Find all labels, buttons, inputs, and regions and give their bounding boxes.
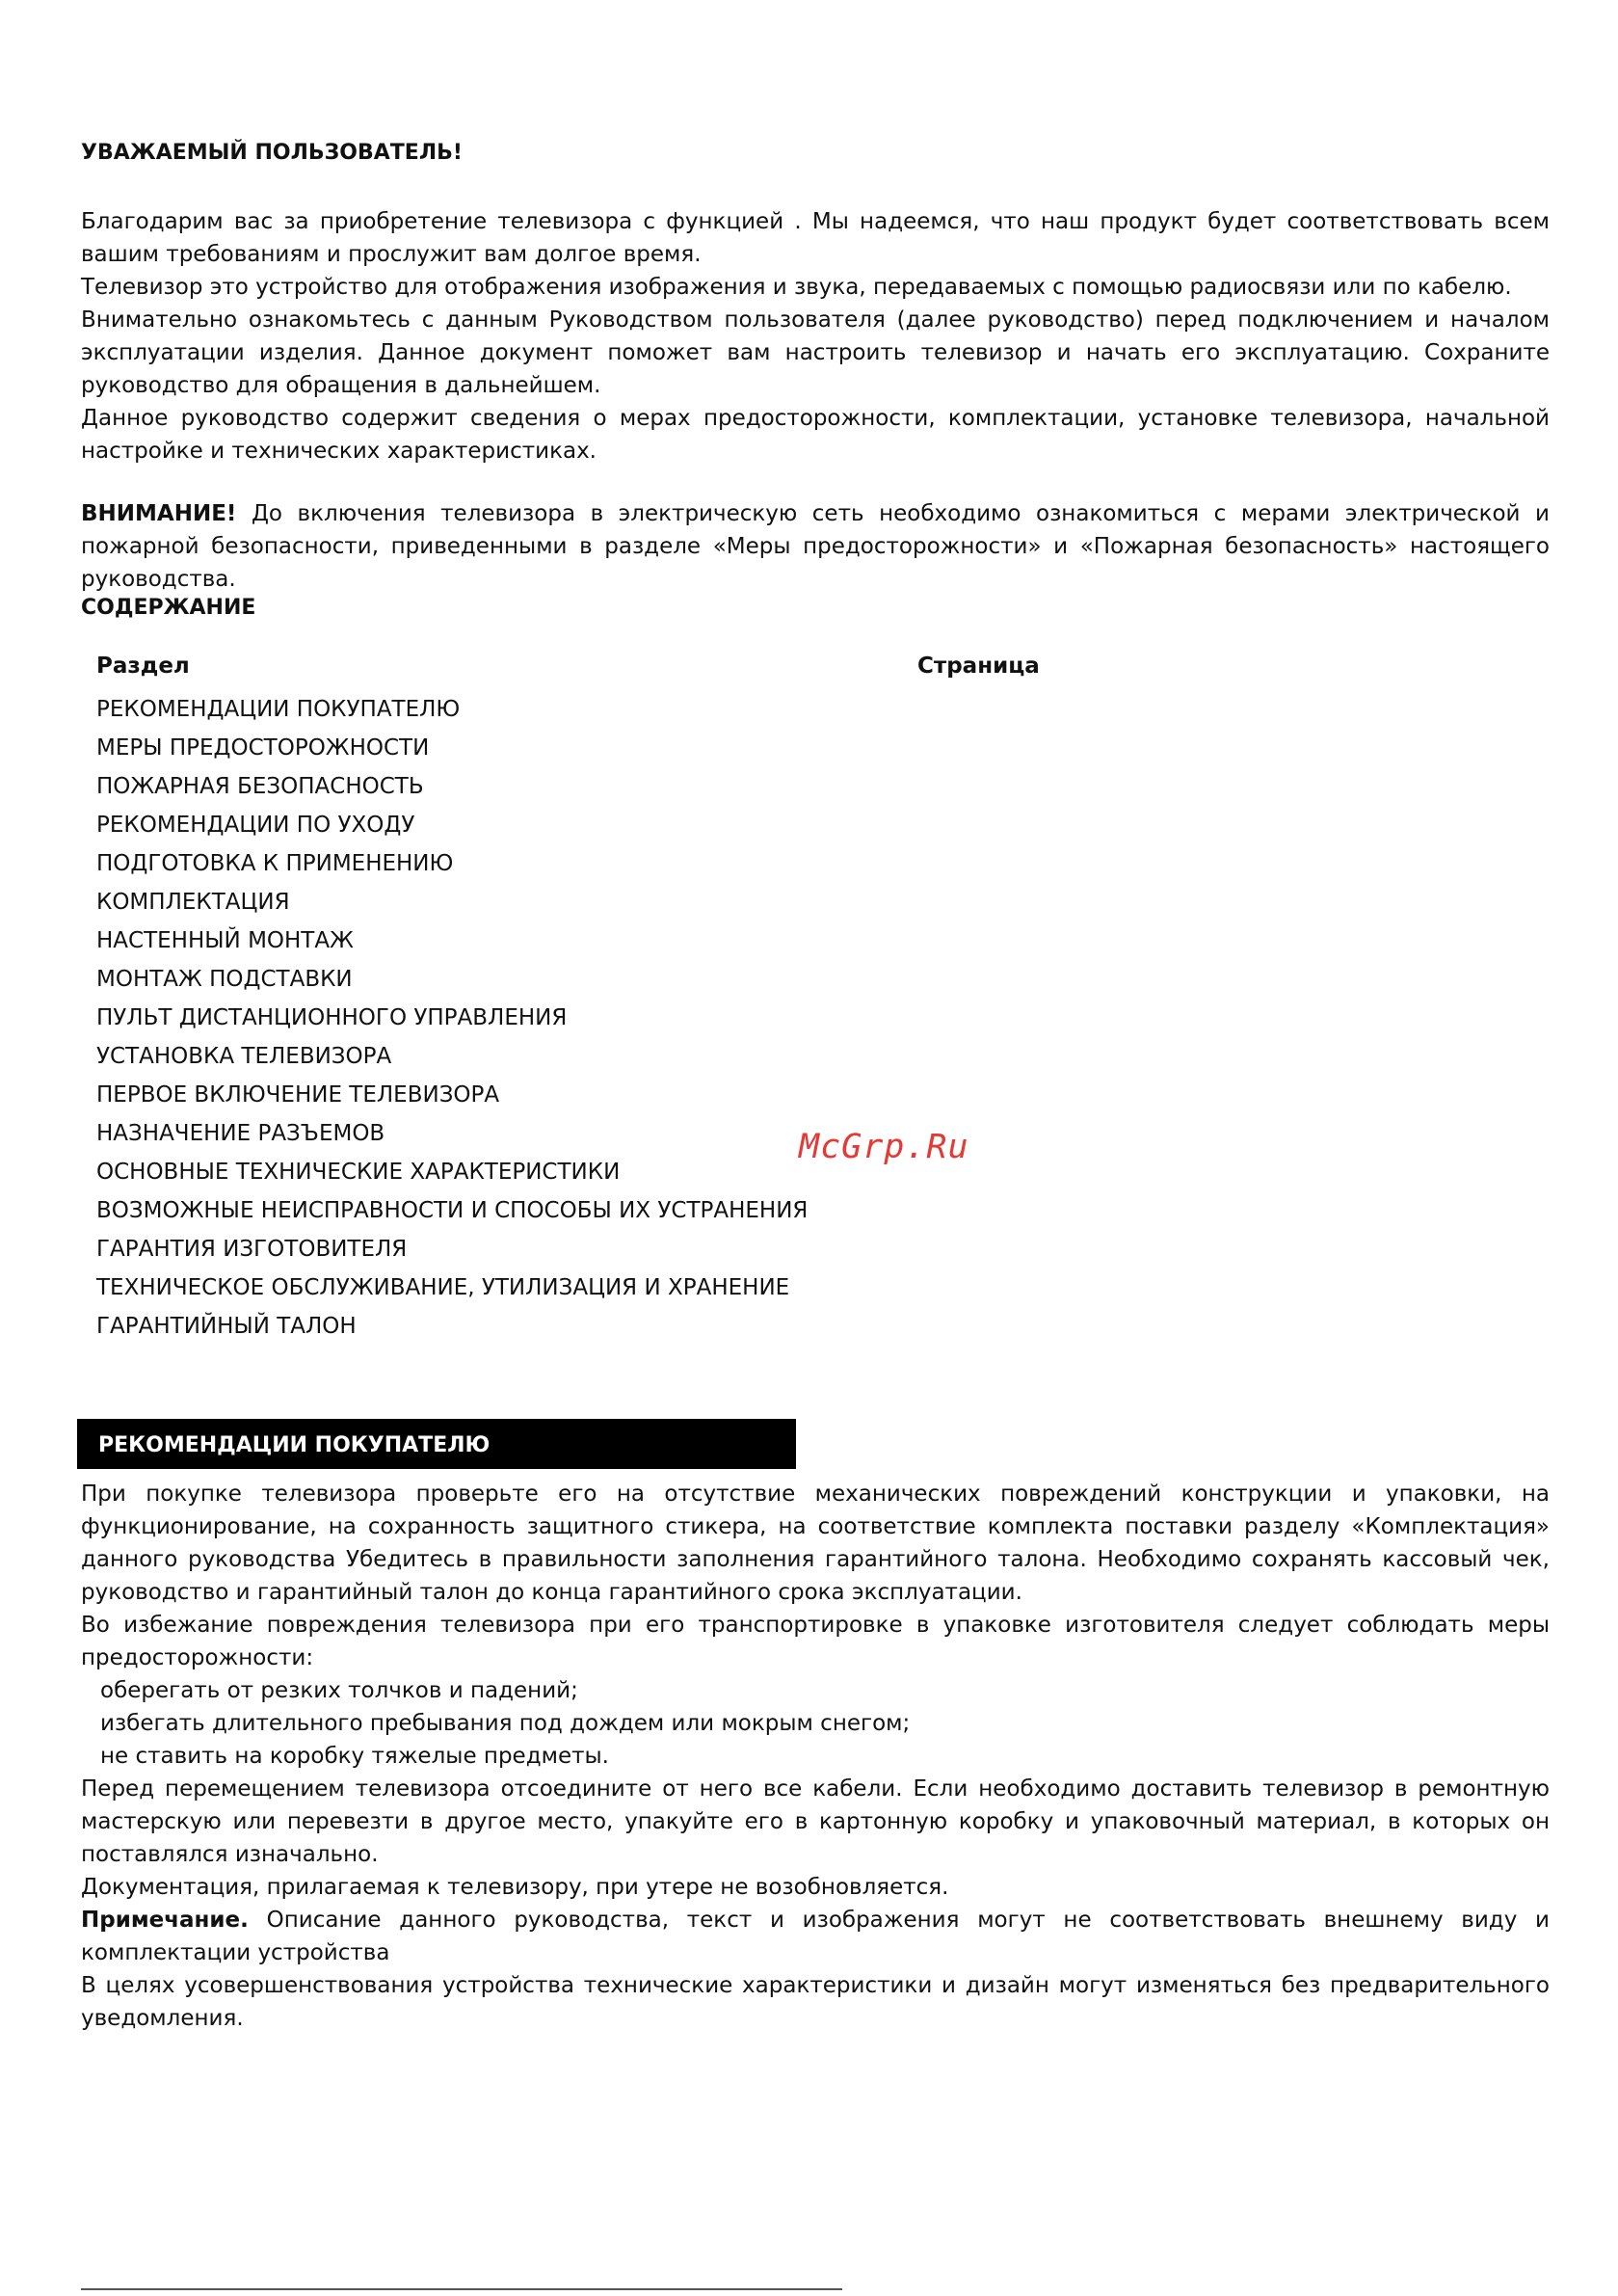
intro-paragraph: Благодарим вас за приобретение телевизора с функцией . Мы надеемся, что наш продукт будет соответствовать всем вашим требованиям и прослужит вам долгое время. bbox=[81, 209, 1550, 267]
rec-bullet: не ставить на коробку тяжелые предметы. bbox=[100, 1744, 609, 1769]
recommendations-body bbox=[81, 1478, 1550, 2035]
toc-col-section: Раздел bbox=[96, 654, 190, 679]
toc-item[interactable]: ПУЛЬТ ДИСТАНЦИОННОГО УПРАВЛЕНИЯ bbox=[96, 1005, 568, 1030]
rec-paragraph: Документация, прилагаемая к телевизору, при утере не возобновляется. bbox=[81, 1875, 949, 1900]
rec-paragraph: Во избежание повреждения телевизора при его транспортировке в упаковке изготовителя следует соблюдать меры предосторожности: bbox=[81, 1613, 1550, 1670]
note-text: Описание данного руководства, текст и изображения могут не соответствовать внешнему виду и комплектации устройства bbox=[81, 1908, 1550, 1965]
warning-text: До включения телевизора в электрическую сеть необходимо ознакомиться с мерами электрической и пожарной безопасности, приведенными в разделе «Меры предосторожности» и «Пожарная безопасность» настоящего руководства. bbox=[81, 501, 1550, 592]
toc-item[interactable]: МЕРЫ ПРЕДОСТОРОЖНОСТИ bbox=[96, 735, 430, 761]
toc-header bbox=[96, 654, 1156, 679]
toc-item[interactable]: ПОДГОТОВКА К ПРИМЕНЕНИЮ bbox=[96, 851, 454, 876]
toc-list bbox=[96, 690, 808, 1346]
rec-bullet: избегать длительного пребывания под дождем или мокрым снегом; bbox=[100, 1711, 911, 1736]
footer-divider bbox=[81, 2288, 842, 2290]
toc-item[interactable]: МОНТАЖ ПОДСТАВКИ bbox=[96, 967, 353, 992]
toc-item[interactable]: ПОЖАРНАЯ БЕЗОПАСНОСТЬ bbox=[96, 774, 424, 799]
toc-item[interactable]: РЕКОМЕНДАЦИИ ПОКУПАТЕЛЮ bbox=[96, 697, 461, 722]
toc-item[interactable]: КОМПЛЕКТАЦИЯ bbox=[96, 890, 290, 915]
rec-paragraph: В целях усовершенствования устройства технические характеристики и дизайн могут изменяться без предварительного уведомления. bbox=[81, 1973, 1550, 2031]
toc-item[interactable]: НАСТЕННЫЙ МОНТАЖ bbox=[96, 928, 354, 953]
warning-block bbox=[81, 497, 1550, 596]
intro-block bbox=[81, 205, 1550, 467]
toc-col-page: Страница bbox=[917, 654, 1040, 679]
toc-title: СОДЕРЖАНИЕ bbox=[81, 596, 256, 620]
greeting-title: УВАЖАЕМЫЙ ПОЛЬЗОВАТЕЛЬ! bbox=[81, 141, 463, 165]
note-label: Примечание. bbox=[81, 1908, 249, 1933]
intro-paragraph: Данное руководство содержит сведения о мерах предосторожности, комплектации, установке телевизора, начальной настройке и технических характеристиках. bbox=[81, 406, 1550, 464]
toc-item[interactable]: ОСНОВНЫЕ ТЕХНИЧЕСКИЕ ХАРАКТЕРИСТИКИ bbox=[96, 1160, 621, 1185]
toc-item[interactable]: ВОЗМОЖНЫЕ НЕИСПРАВНОСТИ И СПОСОБЫ ИХ УСТРАНЕНИЯ bbox=[96, 1198, 809, 1223]
intro-paragraph: Телевизор это устройство для отображения изображения и звука, передаваемых с помощью радиосвязи или по кабелю. bbox=[81, 275, 1512, 300]
toc-item[interactable]: ГАРАНТИЯ ИЗГОТОВИТЕЛЯ bbox=[96, 1237, 408, 1262]
toc-item[interactable]: УСТАНОВКА ТЕЛЕВИЗОРА bbox=[96, 1044, 392, 1069]
intro-paragraph: Внимательно ознакомьтесь с данным Руководством пользователя (далее руководство) перед подключением и началом эксплуатации изделия. Данное документ поможет вам настроить телевизор и начать его эксплуатацию. Сохраните руководство для обращения в дальнейшем. bbox=[81, 307, 1550, 398]
toc-item[interactable]: ТЕХНИЧЕСКОЕ ОБСЛУЖИВАНИЕ, УТИЛИЗАЦИЯ И ХРАНЕНИЕ bbox=[96, 1275, 790, 1300]
rec-paragraph: Перед перемещением телевизора отсоедините от него все кабели. Если необходимо доставить телевизор в ремонтную мастерскую или перевезти в другое место, упакуйте его в картонную коробку и упаковочный материал, в которых он поставлялся изначально. bbox=[81, 1776, 1550, 1867]
toc-item[interactable]: ПЕРВОЕ ВКЛЮЧЕНИЕ ТЕЛЕВИЗОРА bbox=[96, 1082, 500, 1108]
section-heading-recommendations: РЕКОМЕНДАЦИИ ПОКУПАТЕЛЮ bbox=[77, 1419, 796, 1469]
watermark: McGrp.Ru bbox=[799, 1128, 969, 1166]
toc-item[interactable]: ГАРАНТИЙНЫЙ ТАЛОН bbox=[96, 1314, 357, 1339]
rec-paragraph: При покупке телевизора проверьте его на отсутствие механических повреждений конструкции и упаковки, на функционирование, на сохранность защитного стикера, на соответствие комплекта поставки разделу «Комплектация» данного руководства Убедитесь в правильности заполнения гарантийного талона. Необходимо сохранять кассовый чек, руководство и гарантийный талон до конца гарантийного срока эксплуатации. bbox=[81, 1482, 1550, 1605]
toc-item[interactable]: НАЗНАЧЕНИЕ РАЗЪЕМОВ bbox=[96, 1121, 385, 1146]
rec-bullet: оберегать от резких толчков и падений; bbox=[100, 1678, 578, 1703]
toc-item[interactable]: РЕКОМЕНДАЦИИ ПО УХОДУ bbox=[96, 813, 415, 838]
warning-label: ВНИМАНИЕ! bbox=[81, 501, 237, 526]
